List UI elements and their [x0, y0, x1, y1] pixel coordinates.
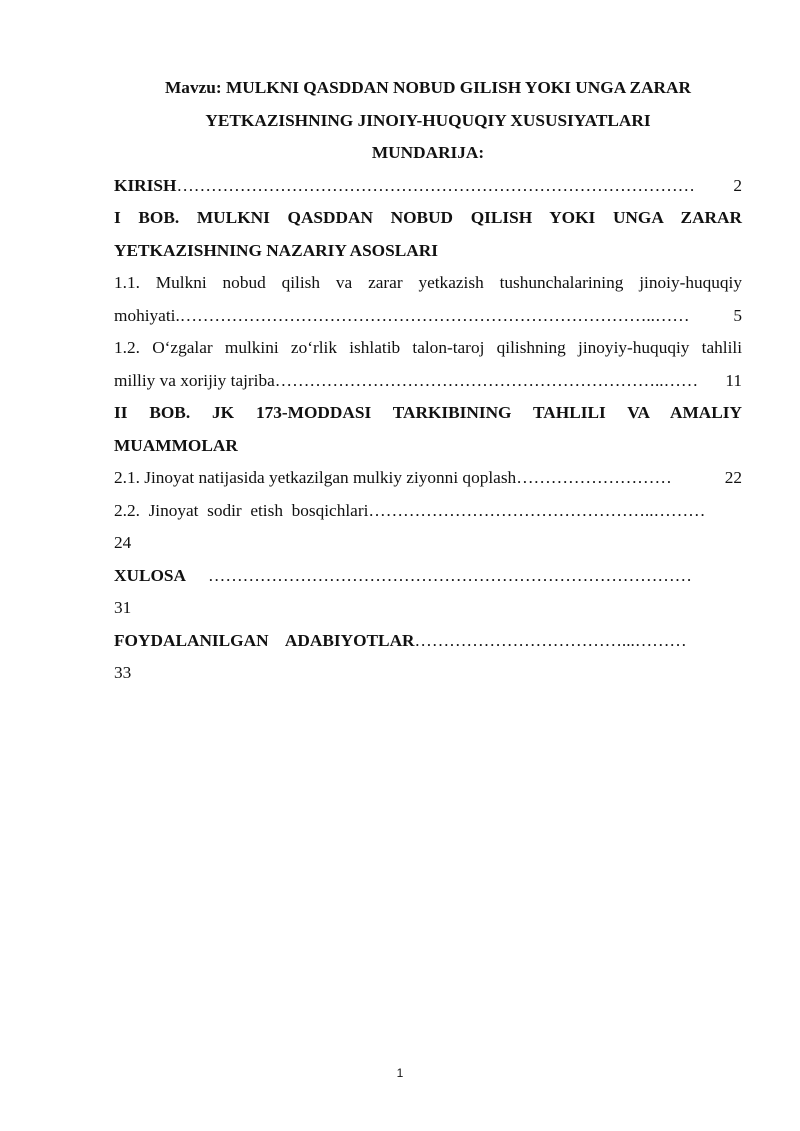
document-title	[114, 72, 742, 170]
page-number: 1	[396, 1066, 404, 1080]
toc-chapter1-line1[interactable]: I BOB. MULKNI QASDDAN NOBUD QILISH YOKI UNGA ZARAR	[114, 208, 742, 227]
toc-section-2-1-label: 2.1. Jinoyat natijasida yetkazilgan mulkiy ziyonni qoplash	[114, 468, 517, 487]
toc-section-1-2-label: milliy va xorijiy tajriba	[114, 370, 275, 390]
title-line-1	[114, 72, 742, 105]
toc-section-1-1-line1[interactable]: 1.1. Mulkni nobud qilish va zarar yetkazish tushunchalarining jinoiy-huquqiy	[114, 273, 742, 292]
toc-section-1-1-leader: ………………………………………………………………………..……	[179, 305, 690, 325]
toc-chapter2-line1[interactable]: II BOB. JK 173-MODDASI TARKIBINING TAHLILI VA AMALIY	[114, 403, 742, 422]
toc-references-leader: ………………………………...………	[414, 630, 687, 650]
document-page	[114, 72, 742, 690]
toc-section-2-1[interactable]	[114, 462, 742, 495]
toc-references-page: 33	[114, 663, 132, 682]
toc-chapter2-line2[interactable]: MUAMMOLAR	[114, 435, 238, 455]
toc-section-2-1-page: 22	[724, 468, 742, 487]
title-colon: :	[215, 78, 226, 97]
toc-conclusion[interactable]	[114, 560, 742, 593]
toc-section-1-2-page: 11	[725, 370, 742, 390]
toc-section-2-2-leader: …………………………………………..………	[368, 500, 706, 520]
toc-section-1-1-line2[interactable]	[114, 300, 742, 333]
toc-intro-page: 2	[733, 175, 742, 195]
toc-section-1-2-leader: …………………………………………………………..……	[274, 370, 699, 390]
toc-section-2-1-leader: ………………………	[516, 468, 672, 487]
toc-conclusion-page: 31	[114, 598, 132, 617]
title-text-1: MULKNI QASDDAN NOBUD GILISH YOKI UNGA ZARAR	[225, 78, 691, 97]
toc-section-1-2-line2[interactable]	[114, 365, 742, 398]
toc-references-label: FOYDALANILGAN ADABIYOTLAR	[114, 630, 415, 650]
contents-heading: MUNDARIJA:	[371, 143, 485, 162]
title-line-2: YETKAZISHNING JINOIY-HUQUQIY XUSUSIYATLARI	[205, 110, 651, 130]
toc-section-2-2[interactable]	[114, 495, 742, 528]
toc-entry-intro[interactable]	[114, 170, 742, 203]
toc-intro-label: KIRISH	[114, 175, 177, 195]
toc-references[interactable]	[114, 625, 742, 658]
toc-conclusion-leader: …………………………………………………………………………	[208, 565, 692, 585]
toc-section-2-2-label: 2.2. Jinoyat sodir etish bosqichlari	[114, 500, 369, 520]
toc-section-2-2-page: 24	[114, 533, 132, 552]
toc-conclusion-label: XULOSA	[114, 565, 187, 585]
toc-section-1-2-line1[interactable]: 1.2. O‘zgalar mulkini zo‘rlik ishlatib talon-taroj qilishning jinoyiy-huquqiy tahlili	[114, 338, 742, 357]
toc-section-1-1-label: mohiyati.	[114, 305, 180, 325]
toc-section-1-1-page: 5	[733, 305, 742, 325]
toc-chapter1-line2[interactable]: YETKAZISHNING NAZARIY ASOSLARI	[114, 240, 438, 260]
title-label: Mavzu	[165, 78, 216, 97]
toc-intro-leader: ………………………………………………………………………………	[176, 175, 695, 195]
